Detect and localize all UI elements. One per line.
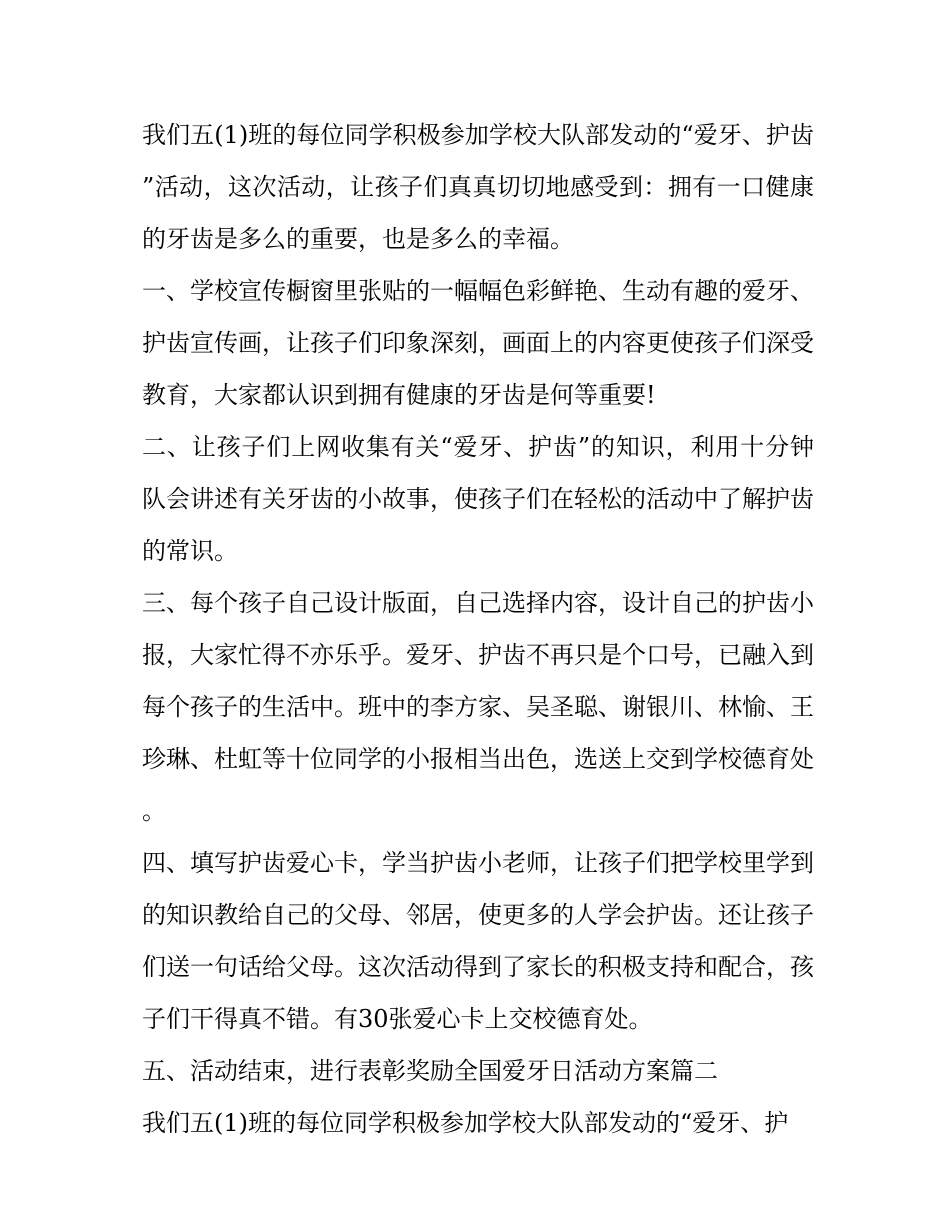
paragraph-intro: 我们五(1)班的每位同学积极参加学校大队部发动的“爱牙、护齿”活动，这次活动，让孩子们真真切切地感受到：拥有一口健康的牙齿是多么的重要，也是多么的幸福。 bbox=[142, 121, 814, 253]
paragraph-item-3: 三、每个孩子自己设计版面，自己选择内容，设计自己的护齿小报，大家忙得不亦乐乎。爱牙、护齿不再只是个口号，已融入到每个孩子的生活中。班中的李方家、吴圣聪、谢银川、林愉、王珍琳、杜虹等十位同学的小报相当出色，选送上交到学校德育处。 bbox=[142, 589, 814, 825]
paragraph-item-2: 二、让孩子们上网收集有关“爱牙、护齿”的知识，利用十分钟队会讲述有关牙齿的小故事，使孩子们在轻松的活动中了解护齿的常识。 bbox=[142, 433, 814, 565]
paragraph-item-4: 四、填写护齿爱心卡，学当护齿小老师，让孩子们把学校里学到的知识教给自己的父母、邻居，使更多的人学会护齿。还让孩子们送一句话给父母。这次活动得到了家长的积极支持和配合，孩子们干得真不错。有30张爱心卡上交校德育处。 bbox=[142, 849, 814, 1033]
paragraph-item-5: 五、活动结束，进行表彰奖励全国爱牙日活动方案篇二 bbox=[142, 1057, 718, 1085]
paragraph-item-1: 一、学校宣传橱窗里张贴的一幅幅色彩鲜艳、生动有趣的爱牙、护齿宣传画，让孩子们印象深刻，画面上的内容更使孩子们深受教育，大家都认识到拥有健康的牙齿是何等重要! bbox=[142, 277, 814, 409]
paragraph-repeat-intro: 我们五(1)班的每位同学积极参加学校大队部发动的“爱牙、护 bbox=[142, 1109, 789, 1137]
document-body bbox=[142, 109, 814, 1149]
